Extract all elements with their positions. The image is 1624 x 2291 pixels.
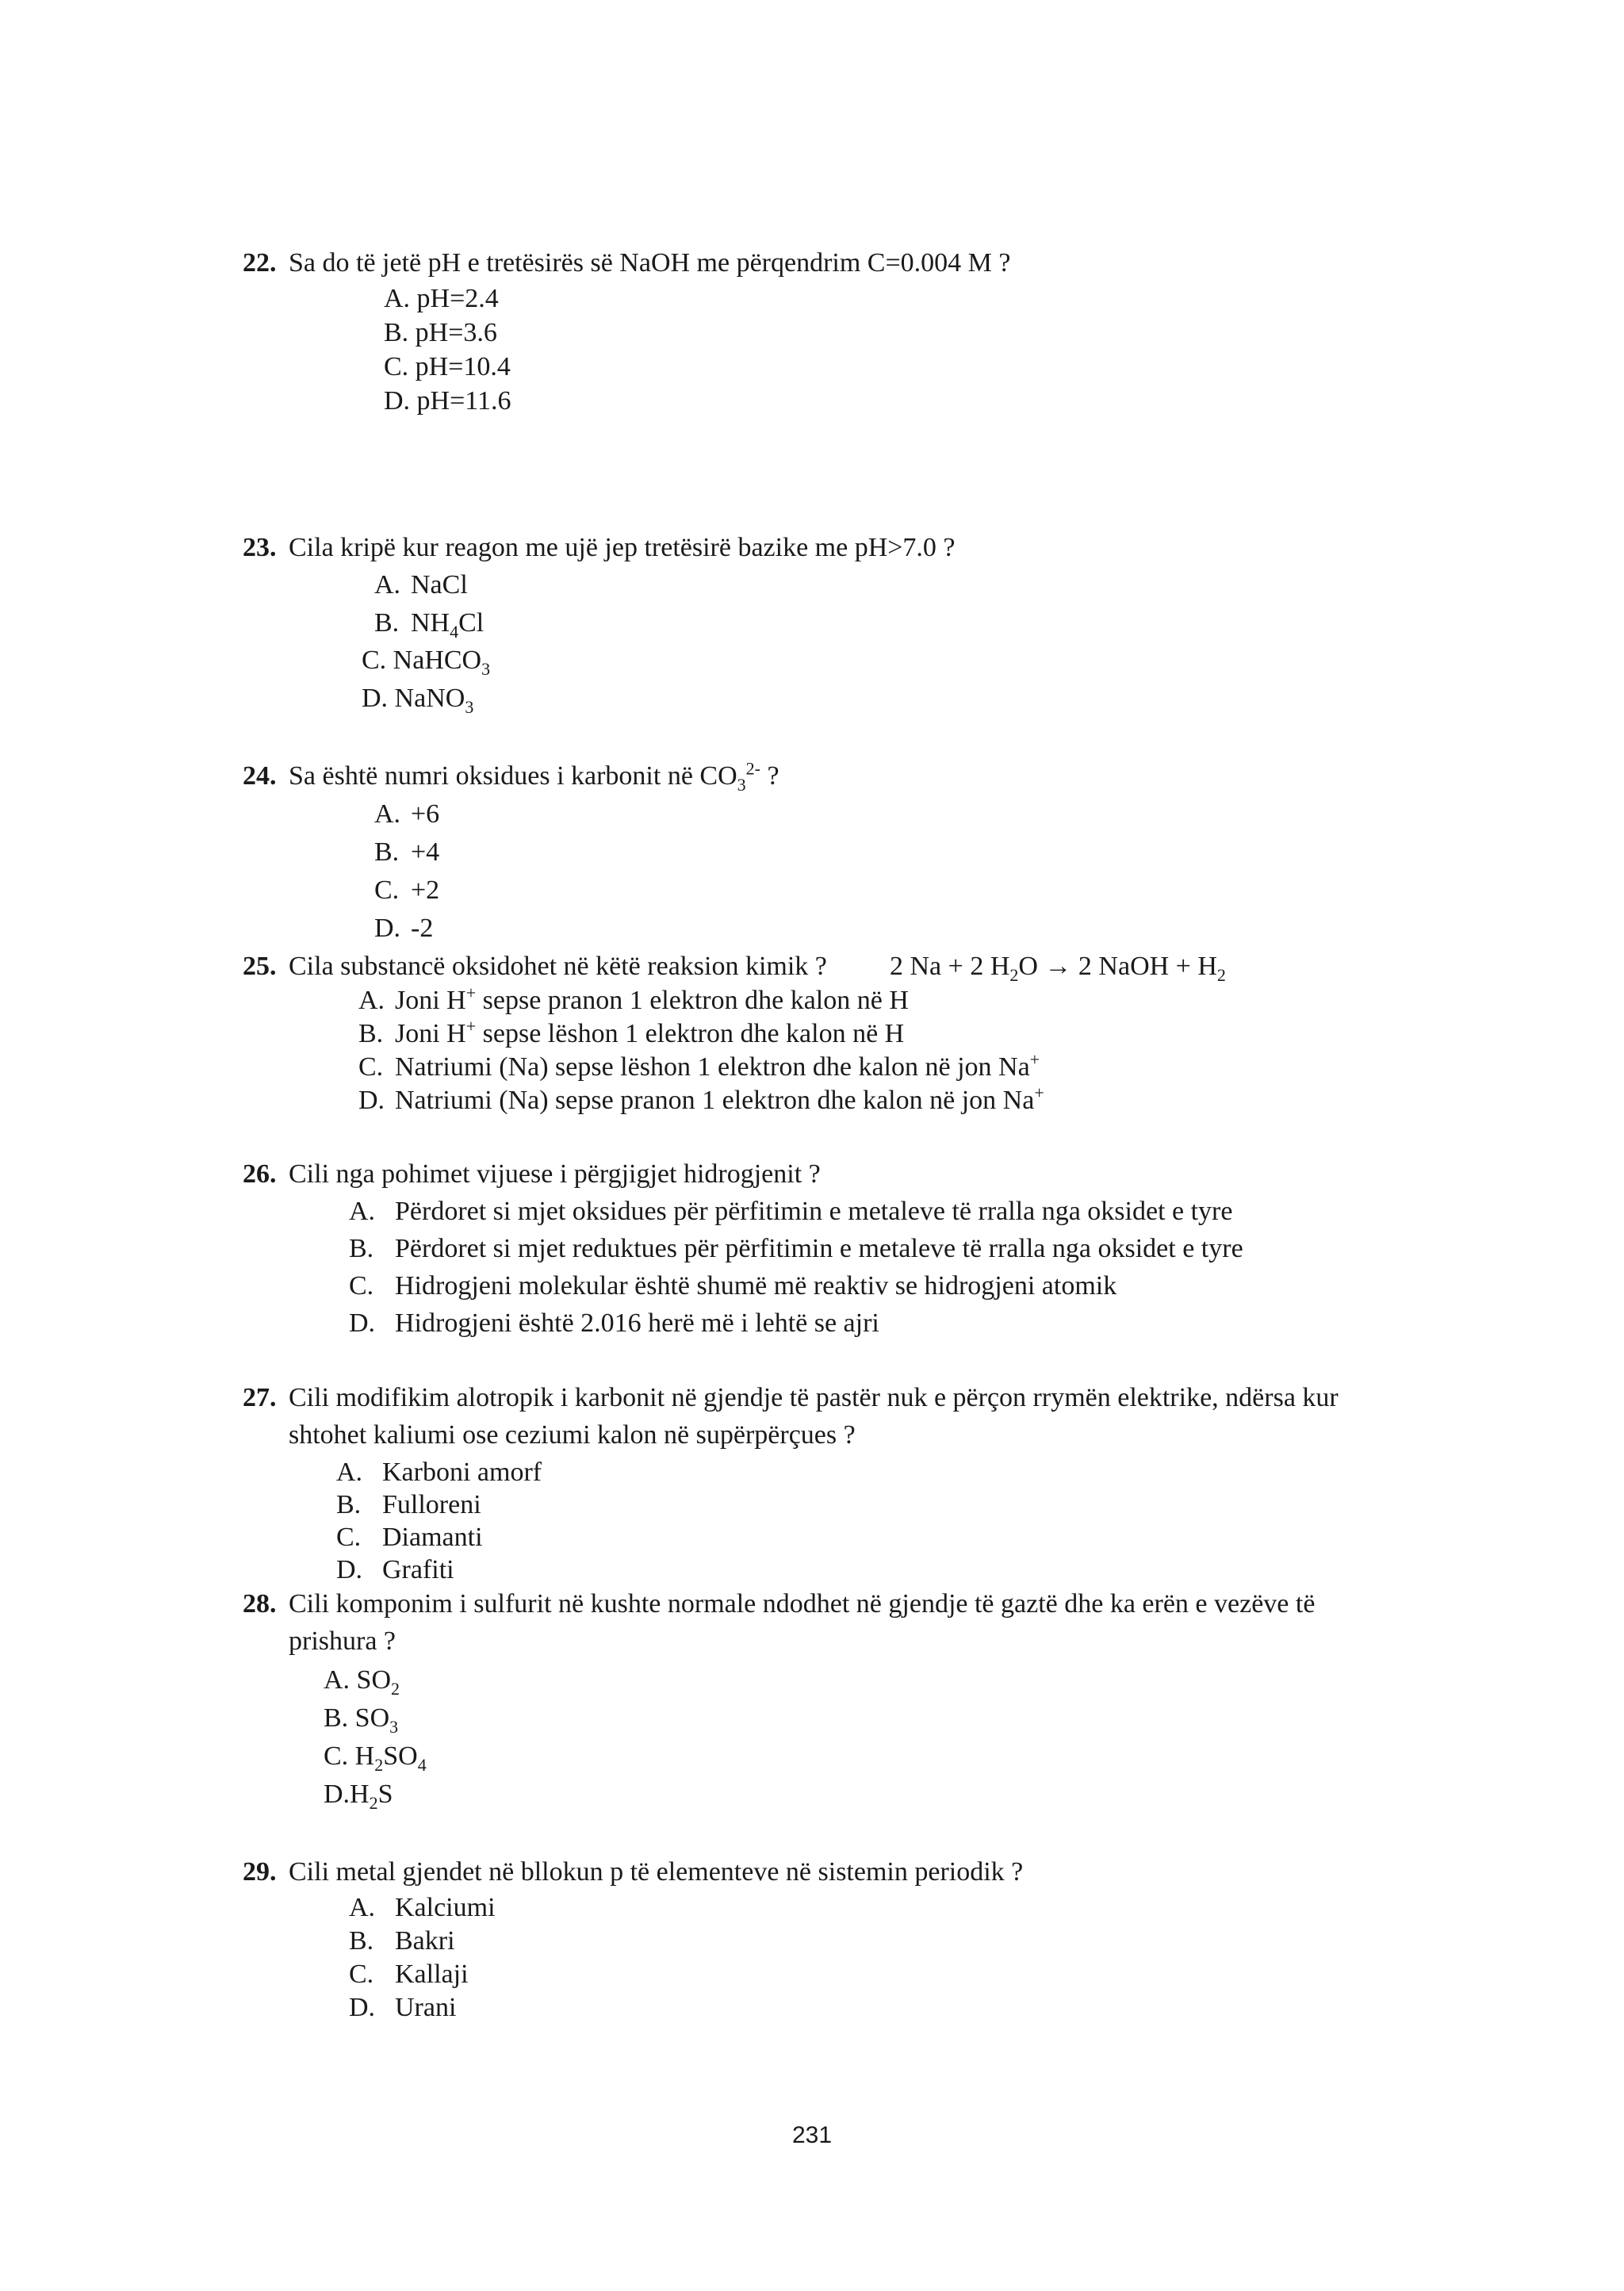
option-d xyxy=(362,680,473,718)
option-text: Kallaji xyxy=(395,1960,469,1989)
option-letter: C. xyxy=(374,875,400,905)
option-a xyxy=(374,566,468,604)
subscript: 4 xyxy=(417,1754,427,1775)
option-text: sepse lëshon 1 elektron dhe kalon në H xyxy=(476,1019,905,1048)
question-stem-line-2: prishura ? xyxy=(289,1626,396,1656)
option-letter: B. xyxy=(349,1234,374,1263)
question-number: 24. xyxy=(243,761,277,791)
option-text: Hidrogjeni molekular është shumë më reaktiv se hidrogjeni atomik xyxy=(395,1271,1117,1301)
question-27 xyxy=(243,1379,1339,1417)
question-stem-line-1: Cili komponim i sulfurit në kushte normale ndodhet në gjendje të gaztë dhe ka erën e vezëve të xyxy=(289,1589,1316,1619)
option-c xyxy=(349,1956,469,1994)
option-letter: C. xyxy=(336,1523,362,1552)
option-text: Kalciumi xyxy=(395,1893,496,1922)
superscript: + xyxy=(1034,1082,1044,1103)
option-d xyxy=(374,910,433,948)
equation-part: O → 2 NaOH + H xyxy=(1018,952,1217,981)
option-text: Urani xyxy=(395,1993,457,2022)
option-a: A. pH=2.4 xyxy=(384,284,499,313)
reaction-equation xyxy=(890,948,1226,986)
option-text: +2 xyxy=(411,875,440,905)
option-c xyxy=(358,1048,1040,1086)
option-a xyxy=(324,1661,400,1699)
option-letter: A. xyxy=(374,570,401,600)
option-letter: B. xyxy=(336,1490,362,1519)
question-number: 29. xyxy=(243,1857,277,1887)
subscript: 3 xyxy=(465,696,474,717)
question-25 xyxy=(243,948,827,986)
option-d: D. pH=11.6 xyxy=(384,386,511,416)
question-number: 26. xyxy=(243,1159,277,1189)
superscript: + xyxy=(465,1016,477,1036)
question-26 xyxy=(243,1155,821,1193)
option-text: S xyxy=(377,1780,393,1809)
option-letter: B. xyxy=(349,1926,374,1956)
option-b xyxy=(349,1922,455,1960)
superscript: 2- xyxy=(745,758,760,779)
option-text: Grafiti xyxy=(382,1555,454,1584)
option-text: Karboni amorf xyxy=(382,1458,542,1487)
option-text: B. SO xyxy=(324,1703,390,1733)
option-text: C. NaHCO xyxy=(362,646,482,675)
option-d xyxy=(336,1551,454,1589)
question-stem: Cili metal gjendet në bllokun p të elementeve në sistemin periodik ? xyxy=(289,1857,1024,1887)
subscript: 3 xyxy=(389,1716,399,1737)
option-d xyxy=(349,1989,456,2027)
question-29 xyxy=(243,1853,1023,1891)
option-text: D. NaNO xyxy=(362,684,465,713)
question-number: 28. xyxy=(243,1589,277,1619)
question-28 xyxy=(243,1585,1315,1623)
equation-part: 2 Na + 2 H xyxy=(890,952,1010,981)
subscript: 4 xyxy=(450,621,459,642)
question-22 xyxy=(243,244,1010,282)
question-number: 23. xyxy=(243,533,277,562)
subscript: 2 xyxy=(1009,964,1019,985)
option-text: Bakri xyxy=(395,1926,455,1956)
option-text: Natriumi (Na) sepse lëshon 1 elektron dhe kalon në jon Na xyxy=(395,1052,1030,1082)
option-c: C. pH=10.4 xyxy=(384,352,511,381)
option-letter: A. xyxy=(358,986,385,1015)
question-24 xyxy=(243,757,779,795)
superscript: + xyxy=(1029,1049,1040,1070)
option-c xyxy=(362,642,490,680)
option-b: B. pH=3.6 xyxy=(384,318,497,347)
option-text: D.H xyxy=(324,1780,370,1809)
option-letter: A. xyxy=(349,1893,376,1922)
option-text: Joni H xyxy=(395,986,466,1015)
question-number: 25. xyxy=(243,952,277,981)
subscript: 2 xyxy=(374,1754,384,1775)
option-text: sepse pranon 1 elektron dhe kalon në H xyxy=(476,986,909,1015)
option-d xyxy=(358,1082,1044,1120)
option-letter: C. xyxy=(349,1271,374,1301)
option-letter: A. xyxy=(336,1458,363,1487)
subscript: 3 xyxy=(481,658,491,679)
question-stem-line-1: Cili modifikim alotropik i karbonit në gjendje të pastër nuk e përçon rrymën elektrike, ndërsa kur xyxy=(289,1383,1339,1412)
option-letter: B. xyxy=(374,837,400,867)
subscript: 2 xyxy=(391,1678,400,1699)
question-stem-line-2: shtohet kaliumi ose ceziumi kalon në supërpërçues ? xyxy=(289,1420,856,1450)
option-a xyxy=(358,982,909,1020)
question-stem: Sa do të jetë pH e tretësirës së NaOH me përqendrim C=0.004 M ? xyxy=(289,248,1011,278)
option-text: +4 xyxy=(411,837,440,867)
option-letter: A. xyxy=(374,799,401,829)
option-text: SO xyxy=(383,1741,418,1771)
option-text: Diamanti xyxy=(382,1523,483,1552)
option-text: NaCl xyxy=(411,570,468,600)
option-letter: D. xyxy=(336,1555,363,1584)
option-c xyxy=(349,1267,1116,1305)
option-letter: A. xyxy=(349,1197,376,1226)
option-letter: D. xyxy=(349,1308,376,1338)
subscript: 2 xyxy=(369,1792,378,1813)
option-text: Fulloreni xyxy=(382,1490,481,1519)
question-stem: Sa është numri oksidues i karbonit në CO xyxy=(289,761,737,791)
option-letter: D. xyxy=(358,1086,385,1115)
option-text: Përdoret si mjet reduktues për përfitimin e metaleve të rralla nga oksidet e tyre xyxy=(395,1234,1243,1263)
option-text: +6 xyxy=(411,799,440,829)
option-text: Joni H xyxy=(395,1019,466,1048)
question-number: 22. xyxy=(243,248,277,278)
option-letter: B. xyxy=(358,1019,384,1048)
option-a xyxy=(374,795,439,833)
option-text: Natriumi (Na) sepse pranon 1 elektron dhe kalon në jon Na xyxy=(395,1086,1035,1115)
superscript: + xyxy=(465,983,477,1003)
option-b xyxy=(374,833,439,872)
option-b xyxy=(324,1699,398,1737)
option-a xyxy=(349,1889,496,1927)
question-23 xyxy=(243,529,956,567)
option-b xyxy=(358,1015,904,1053)
question-stem: Cila kripë kur reagon me ujë jep tretësirë bazike me pH>7.0 ? xyxy=(289,533,956,562)
question-number: 27. xyxy=(243,1383,277,1412)
subscript: 2 xyxy=(1216,964,1226,985)
formula-part: NH xyxy=(411,608,450,638)
option-text: A. SO xyxy=(324,1665,392,1695)
option-text: Hidrogjeni është 2.016 herë më i lehtë se ajri xyxy=(395,1308,879,1338)
question-stem: Cila substancë oksidohet në këtë reaksion kimik ? xyxy=(289,952,827,981)
option-letter: D. xyxy=(374,914,401,943)
option-text: C. H xyxy=(324,1741,375,1771)
option-c xyxy=(324,1737,427,1776)
option-d xyxy=(324,1776,393,1814)
subscript: 3 xyxy=(737,774,746,795)
option-letter: C. xyxy=(349,1960,374,1989)
option-b xyxy=(374,604,484,642)
option-a xyxy=(349,1193,1232,1231)
option-b xyxy=(349,1230,1243,1268)
option-text: -2 xyxy=(411,914,434,943)
option-letter: D. xyxy=(349,1993,376,2022)
option-letter: C. xyxy=(358,1052,384,1082)
question-stem-end: ? xyxy=(760,761,779,791)
option-d xyxy=(349,1304,879,1343)
page-number: 231 xyxy=(791,2122,833,2148)
option-text: Përdoret si mjet oksidues për përfitimin e metaleve të rralla nga oksidet e tyre xyxy=(395,1197,1233,1226)
option-letter: B. xyxy=(374,608,400,638)
question-stem: Cili nga pohimet vijuese i përgjigjet hidrogjenit ? xyxy=(289,1159,821,1189)
option-c xyxy=(374,872,439,910)
formula-part: Cl xyxy=(458,608,485,638)
